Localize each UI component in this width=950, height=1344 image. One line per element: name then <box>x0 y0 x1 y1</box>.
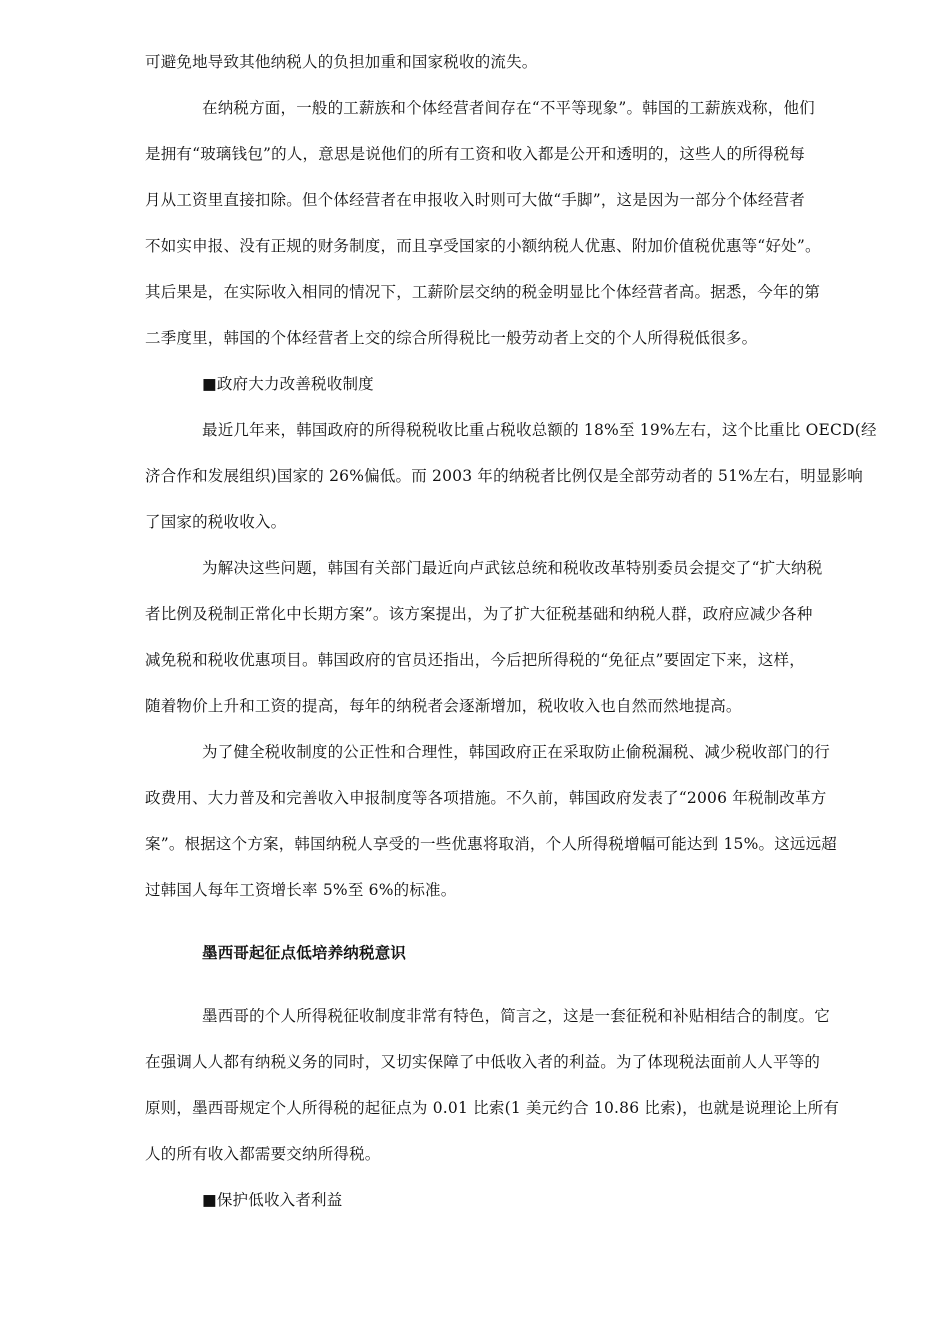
paragraph-line: 减免税和税收优惠项目。韩国政府的官员还指出，今后把所得税的“免征点”要固定下来，这样， <box>145 651 805 669</box>
section-heading: ■保护低收入者利益 <box>202 1191 343 1209</box>
paragraph-line: 随着物价上升和工资的提高，每年的纳税者会逐渐增加，税收收入也自然而然地提高。 <box>145 697 742 715</box>
paragraph-line: 原则，墨西哥规定个人所得税的起征点为 0.01 比索(1 美元约合 10.86 比索)，也就是说理论上所有 <box>145 1099 840 1117</box>
paragraph-line: 可避免地导致其他纳税人的负担加重和国家税收的流失。 <box>145 53 538 71</box>
paragraph-line: 了国家的税收收入。 <box>145 513 287 531</box>
paragraph-line: 为解决这些问题，韩国有关部门最近向卢武铉总统和税收改革特别委员会提交了“扩大纳税 <box>202 559 823 577</box>
paragraph-line: 墨西哥的个人所得税征收制度非常有特色，简言之，这是一套征税和补贴相结合的制度。它 <box>202 1007 831 1025</box>
paragraph-line: 案”。根据这个方案，韩国纳税人享受的一些优惠将取消，个人所得税增幅可能达到 15%。这远远超 <box>145 835 838 853</box>
paragraph-line: 其后果是，在实际收入相同的情况下，工薪阶层交纳的税金明显比个体经营者高。据悉，今年的第 <box>145 283 821 301</box>
paragraph-line: 过韩国人每年工资增长率 5%至 6%的标准。 <box>145 881 457 899</box>
paragraph-line: 不如实申报、没有正规的财务制度，而且享受国家的小额纳税人优惠、附加价值税优惠等“好处”。 <box>145 237 821 255</box>
paragraph-line: 在纳税方面，一般的工薪族和个体经营者间存在“不平等现象”。韩国的工薪族戏称，他们 <box>202 99 815 117</box>
paragraph-line: 最近几年来，韩国政府的所得税税收比重占税收总额的 18%至 19%左右，这个比重比 OECD(经 <box>202 421 877 439</box>
paragraph-line: 是拥有“玻璃钱包”的人，意思是说他们的所有工资和收入都是公开和透明的，这些人的所得税每 <box>145 145 805 163</box>
paragraph-line: 为了健全税收制度的公正性和合理性，韩国政府正在采取防止偷税漏税、减少税收部门的行 <box>202 743 831 761</box>
paragraph-line: 月从工资里直接扣除。但个体经营者在申报收入时则可大做“手脚”，这是因为一部分个体经营者 <box>145 191 805 209</box>
paragraph-line: 济合作和发展组织)国家的 26%偏低。而 2003 年的纳税者比例仅是全部劳动者的 51%左右，明显影响 <box>145 467 864 485</box>
paragraph-line: 在强调人人都有纳税义务的同时，又切实保障了中低收入者的利益。为了体现税法面前人人平等的 <box>145 1053 821 1071</box>
section-title: 墨西哥起征点低培养纳税意识 <box>202 943 407 962</box>
section-heading: ■政府大力改善税收制度 <box>202 375 374 393</box>
paragraph-line: 人的所有收入都需要交纳所得税。 <box>145 1145 381 1163</box>
paragraph-line: 二季度里，韩国的个体经营者上交的综合所得税比一般劳动者上交的个人所得税低很多。 <box>145 329 758 347</box>
paragraph-line: 政费用、大力普及和完善收入申报制度等各项措施。不久前，韩国政府发表了“2006 年税制改革方 <box>145 789 827 807</box>
paragraph-line: 者比例及税制正常化中长期方案”。该方案提出，为了扩大征税基础和纳税人群，政府应减少各种 <box>145 605 813 623</box>
